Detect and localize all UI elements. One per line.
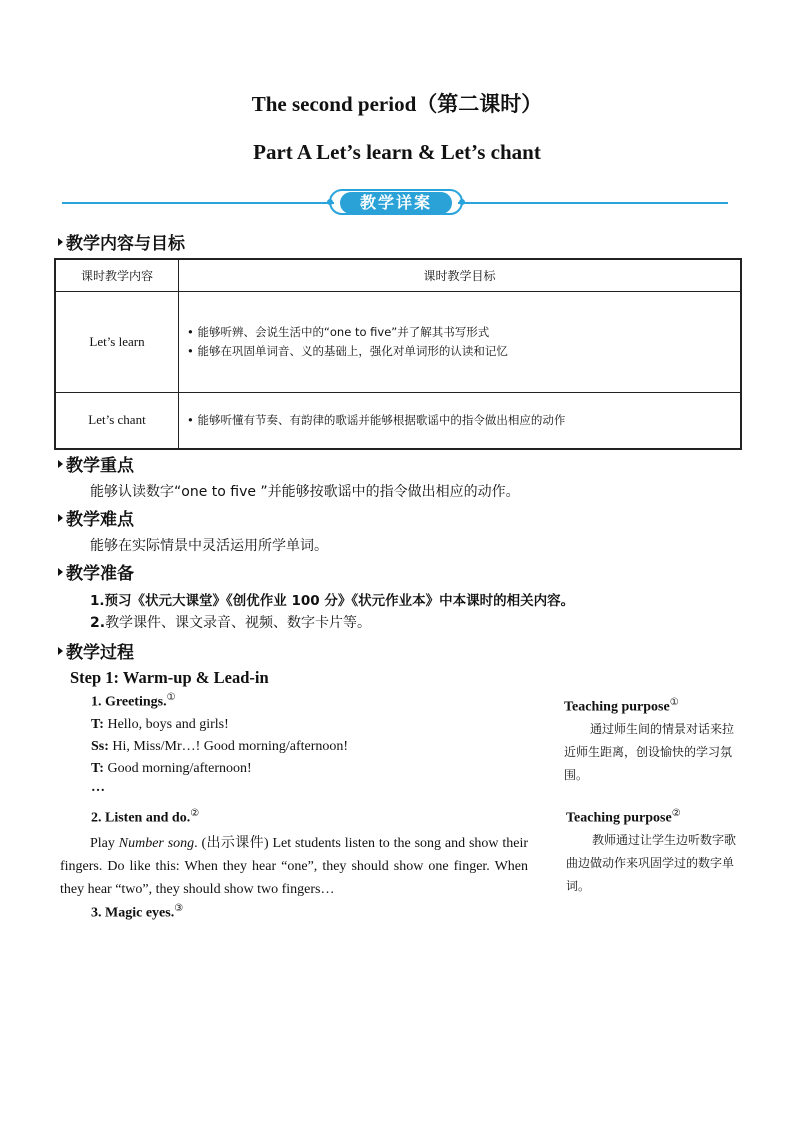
greetings-heading: 1. Greetings.① xyxy=(91,692,176,710)
magic-eyes-heading: 3. Magic eyes.③ xyxy=(91,903,184,921)
banner-line-right xyxy=(458,202,728,204)
listen-paragraph: Play Number song. (出示课件) Let students listen to the song and show their fingers. Do like this: When they hear “one”, they should show one finger. When they hear “two”, they should show two fingers… xyxy=(60,836,529,897)
triangle-bullet-icon xyxy=(58,568,63,576)
page-subtitle: Part A Let’s learn & Let’s chant xyxy=(253,140,541,164)
footnote-mark: ② xyxy=(671,808,681,819)
dialogue-line: T: Hello, boys and girls! xyxy=(91,717,229,732)
key-points-text: 能够认读数字“one to five ”并能够按歌谣中的指令做出相应的动作。 xyxy=(90,484,520,500)
preparation-item-2-number: 2. xyxy=(90,615,106,631)
teaching-purpose-heading: Teaching purpose② xyxy=(566,808,681,826)
section-key-points-heading: 教学重点 xyxy=(58,451,134,476)
dialogue-line: Ss: Hi, Miss/Mr…! Good morning/afternoon! xyxy=(91,739,349,754)
teaching-purpose-heading: Teaching purpose① xyxy=(564,697,679,715)
section-difficult-heading: 教学难点 xyxy=(58,505,134,530)
teaching-purpose-text: 通过师生间的情景对话来拉近师生距离，创设愉快的学习氛围。 xyxy=(564,722,735,782)
banner-label: 教学详案 xyxy=(340,192,452,214)
preparation-item-2: 2.教学课件、课文录音、视频、数字卡片等。 xyxy=(90,615,372,631)
page-title: The second period（第二课时） xyxy=(251,92,543,116)
table-header-row xyxy=(55,259,741,292)
table-cell-goals xyxy=(179,393,742,449)
table-row xyxy=(55,292,741,393)
goal-item: • 能够听辨、会说生活中的“one to five”并了解其书写形式 xyxy=(187,325,490,339)
table-row xyxy=(55,393,741,449)
footnote-mark: ① xyxy=(166,692,176,703)
triangle-bullet-icon xyxy=(58,647,63,655)
difficult-points-text: 能够在实际情景中灵活运用所学单词。 xyxy=(90,538,328,554)
footnote-mark: ③ xyxy=(174,903,184,914)
triangle-bullet-icon xyxy=(58,238,63,246)
section-preparation-heading: 教学准备 xyxy=(58,559,134,584)
song-name: Number song xyxy=(118,836,195,851)
goal-item: • 能够听懂有节奏、有韵律的歌谣并能够根据歌谣中的指令做出相应的动作 xyxy=(187,412,566,427)
dialogue-ellipsis: … xyxy=(91,780,105,795)
table-header-content: 课时教学内容 xyxy=(55,259,179,292)
table-header-goals: 课时教学目标 xyxy=(179,259,742,292)
footnote-mark: ① xyxy=(669,697,679,708)
teaching-purpose-text: 教师通过让学生边听数字歌曲边做动作来巩固学过的数字单词。 xyxy=(566,833,737,893)
triangle-bullet-icon xyxy=(58,514,63,522)
objectives-table xyxy=(54,258,742,450)
table-cell-content: Let’s learn xyxy=(55,292,179,393)
dialogue-line: T: Good morning/afternoon! xyxy=(91,761,252,776)
banner-dot-left xyxy=(327,199,333,205)
banner-line-left xyxy=(62,202,334,204)
triangle-bullet-icon xyxy=(58,460,63,468)
section-process-heading: 教学过程 xyxy=(58,638,134,663)
listen-heading: 2. Listen and do.② xyxy=(91,808,200,826)
table-cell-content: Let’s chant xyxy=(55,393,179,449)
banner-dot-right xyxy=(459,199,465,205)
goal-item: • 能够在巩固单词音、义的基础上，强化对单词形的认读和记忆 xyxy=(187,344,508,358)
table-cell-goals xyxy=(179,292,742,393)
step-1-heading: Step 1: Warm-up & Lead-in xyxy=(70,668,269,687)
section-objectives-heading: 教学内容与目标 xyxy=(58,229,185,254)
preparation-item-1: 1.预习《状元大课堂》《创优作业 100 分》《状元作业本》中本课时的相关内容。 xyxy=(90,593,575,609)
footnote-mark: ② xyxy=(190,808,200,819)
